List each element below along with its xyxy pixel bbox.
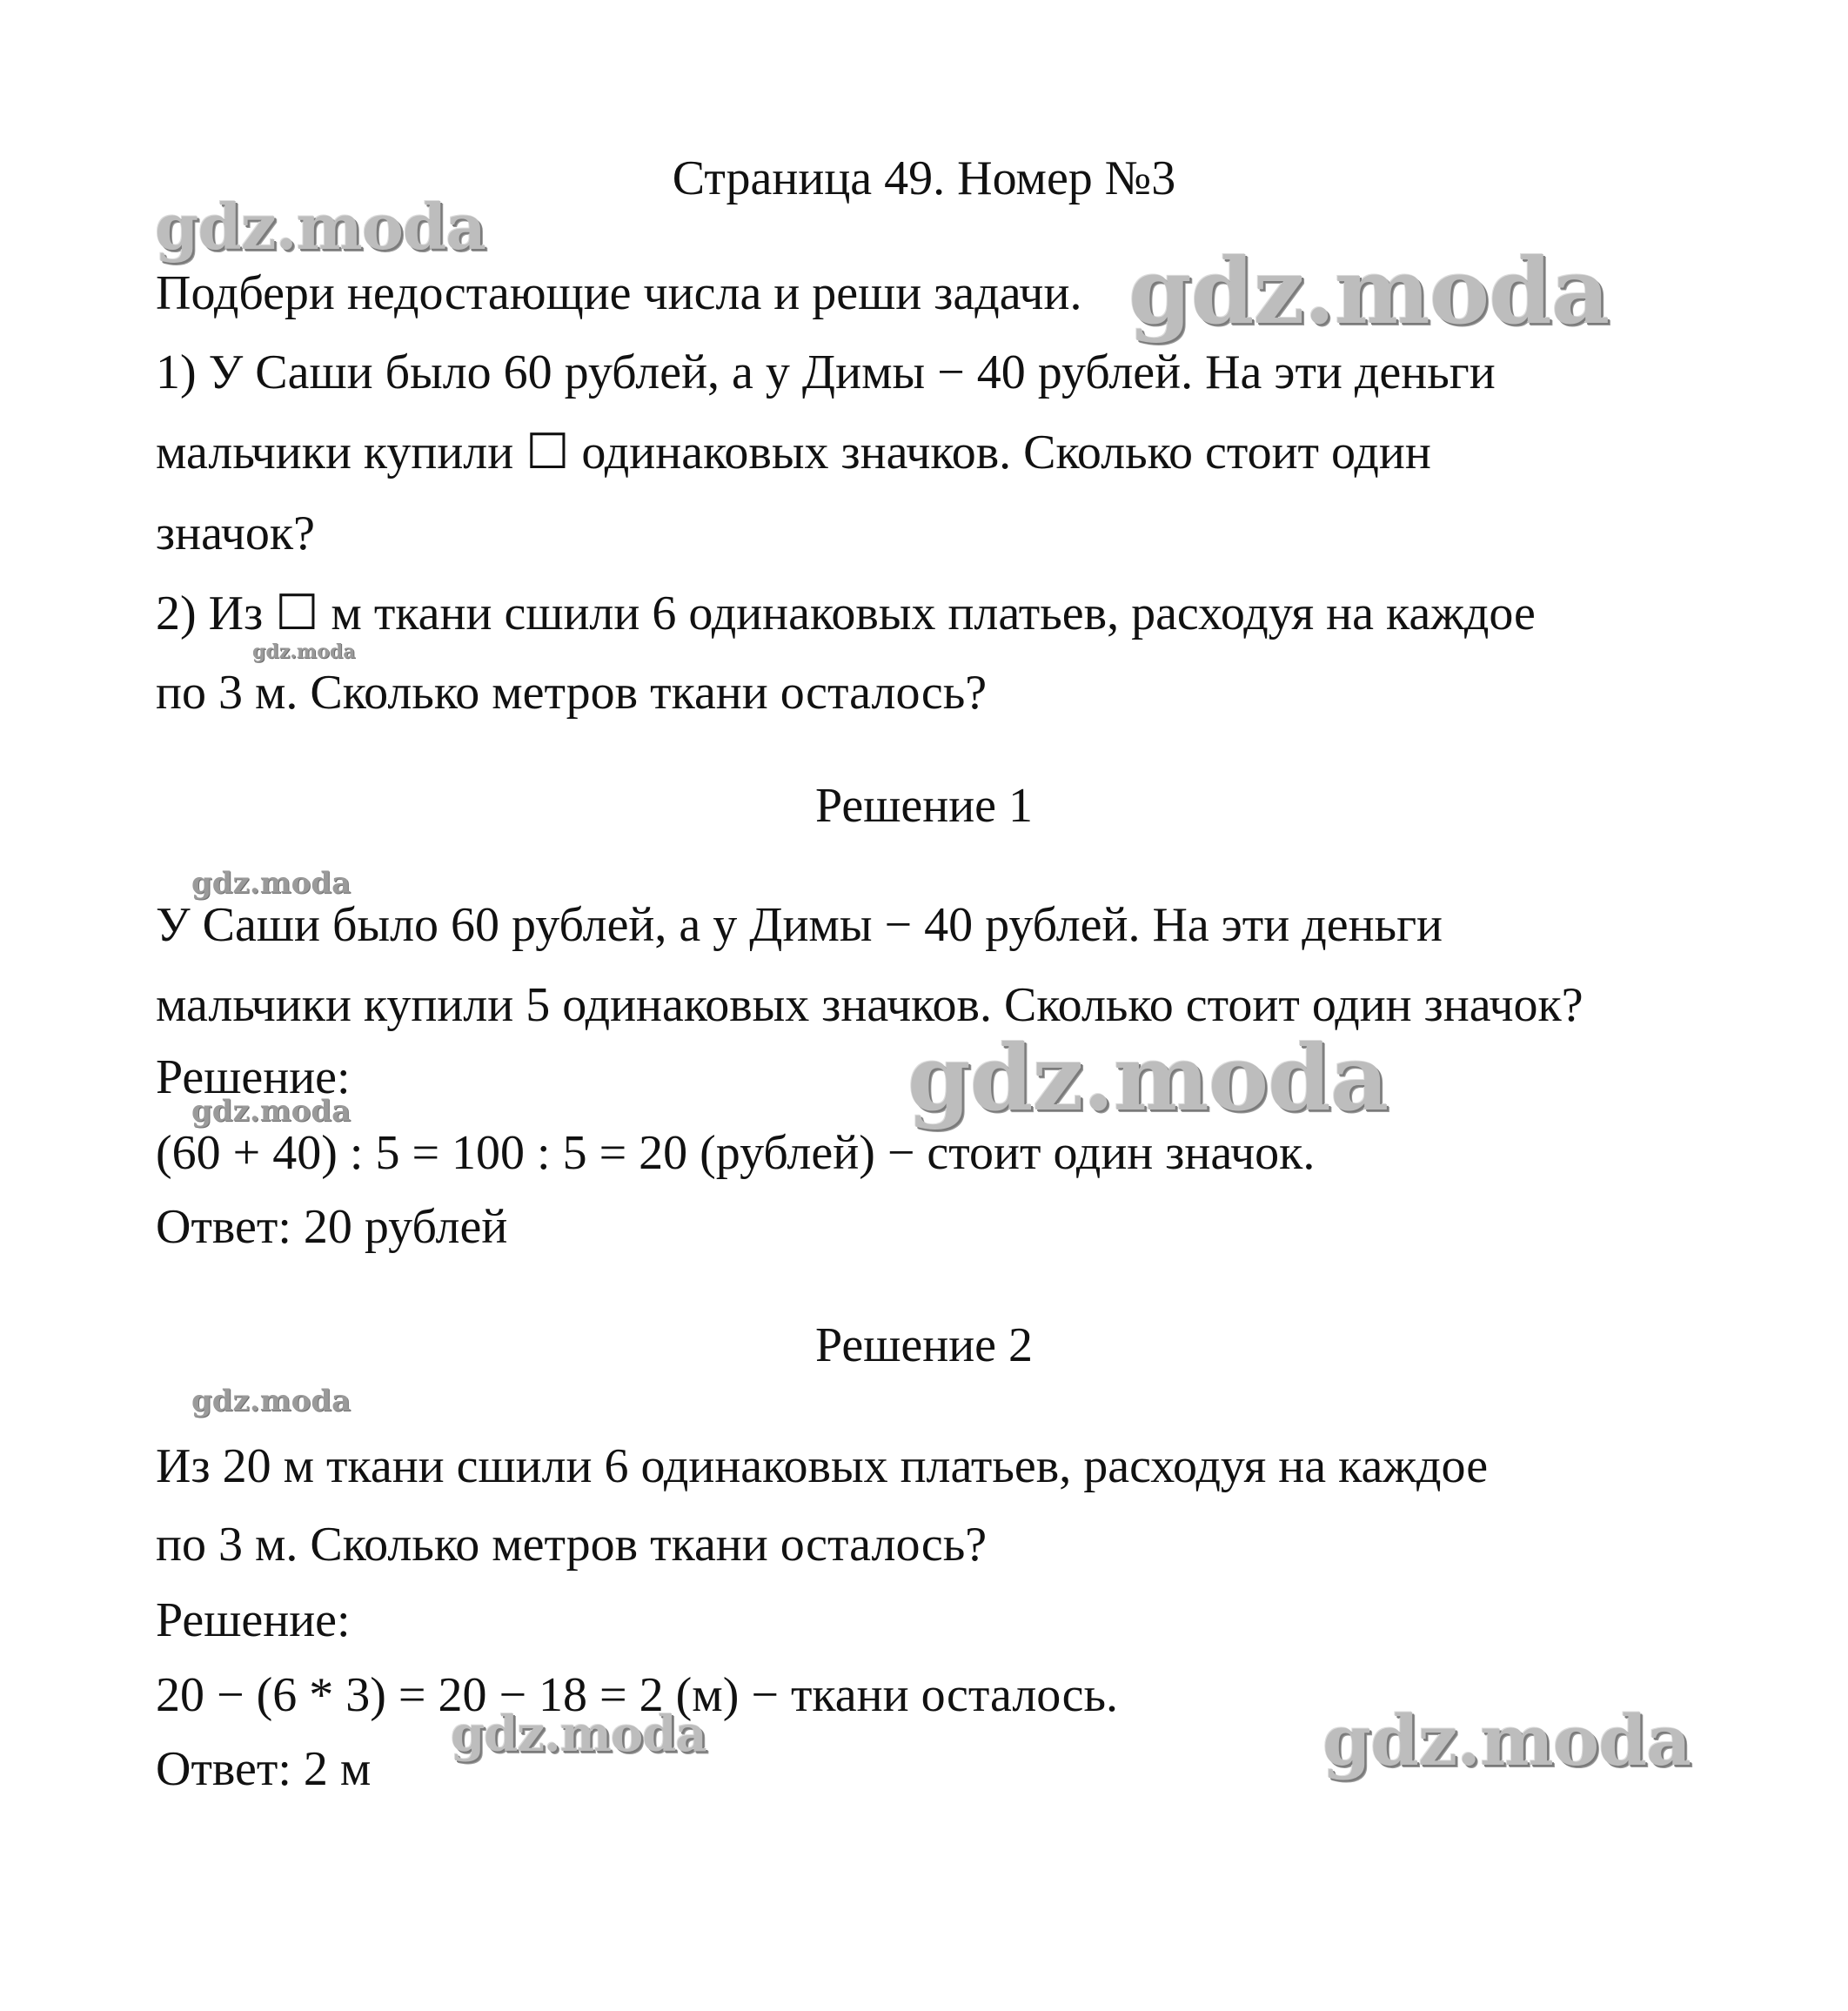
problem1-line3: значок?	[156, 506, 315, 560]
watermark-logo: gdz.moda	[451, 1706, 706, 1763]
solution1-equation: (60 + 40) : 5 = 100 : 5 = 20 (рублей) − стоит один значок.	[156, 1126, 1316, 1180]
problem1-line2: мальчики купили ☐ одинаковых значков. Сколько стоит один	[156, 426, 1431, 479]
solution1-label: Решение:	[156, 1050, 351, 1104]
solution2-heading: Решение 2	[814, 1318, 1034, 1372]
watermark-logo: gdz.moda	[1128, 238, 1610, 345]
problem1-line1: 1) У Саши было 60 рублей, а у Димы − 40 рублей. На эти деньги	[156, 345, 1496, 399]
solution2-label: Решение:	[156, 1593, 351, 1647]
page-title: Страница 49. Номер №3	[672, 151, 1176, 205]
solution1-answer: Ответ: 20 рублей	[156, 1200, 508, 1254]
solution1-heading: Решение 1	[814, 779, 1034, 833]
task-instruction: Подбери недостающие числа и реши задачи.	[156, 266, 1082, 320]
solution2-line2: по 3 м. Сколько метров ткани осталось?	[156, 1518, 988, 1572]
problem2-line2: по 3 м. Сколько метров ткани осталось?	[156, 666, 988, 720]
solution2-equation: 20 − (6 * 3) = 20 − 18 = 2 (м) − ткани осталось.	[156, 1668, 1119, 1722]
solution2-line1: Из 20 м ткани сшили 6 одинаковых платьев, расходуя на каждое	[156, 1439, 1489, 1493]
watermark-logo: gdz.moda	[191, 866, 352, 901]
watermark-logo: gdz.moda	[155, 190, 485, 264]
watermark-logo: gdz.moda	[191, 1384, 352, 1418]
watermark-logo: gdz.moda	[252, 640, 356, 663]
solution2-answer: Ответ: 2 м	[156, 1742, 372, 1796]
watermark-logo: gdz.moda	[191, 1094, 352, 1129]
solution1-line2: мальчики купили 5 одинаковых значков. Сколько стоит один значок?	[156, 978, 1584, 1032]
watermark-logo: gdz.moda	[907, 1024, 1389, 1131]
watermark-logo: gdz.moda	[1322, 1699, 1691, 1781]
problem2-line1: 2) Из ☐ м ткани сшили 6 одинаковых платьев, расходуя на каждое	[156, 587, 1536, 640]
solution1-line1: У Саши было 60 рублей, а у Димы − 40 рублей. На эти деньги	[156, 898, 1443, 952]
